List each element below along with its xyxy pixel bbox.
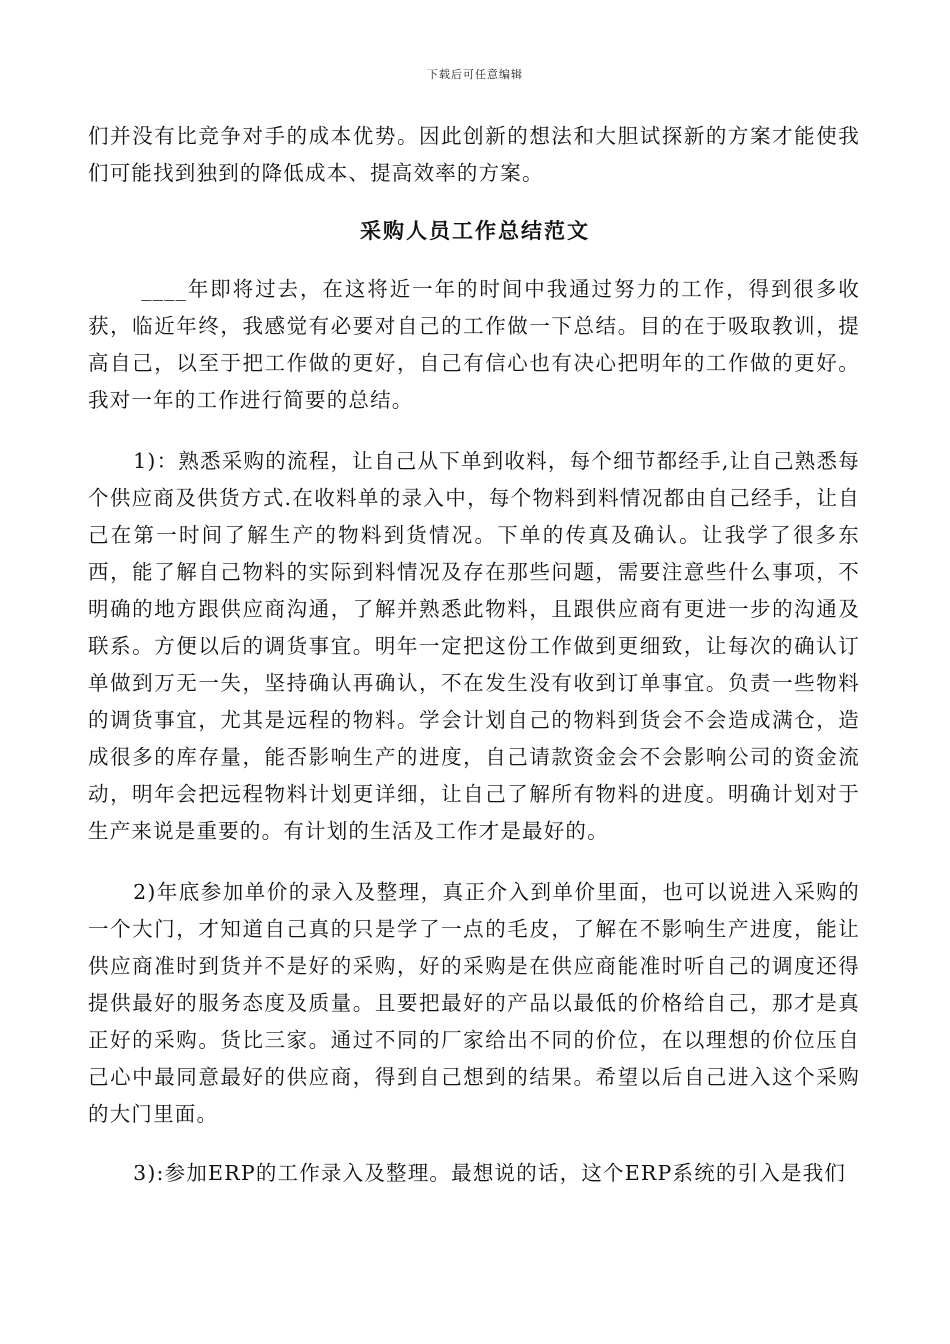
paragraph-opening: ____年即将过去，在这将近一年的时间中我通过努力的工作，得到很多收获，临近年终，我感觉有必要对自己的工作做一下总结。目的在于吸取教训，提高自己，以至于把工作做的更好，自己有信心也有决心把明年的工作做的更好。我对一年的工作进行简要的总结。 <box>88 277 860 412</box>
paragraph-item-2: 2)年底参加单价的录入及整理，真正介入到单价里面，也可以说进入采购的一个大门，才知道自己真的只是学了一点的毛皮，了解在不影响生产进度，能让供应商准时到货并不是好的采购，好的采购是在供应商能准时听自己的调度还得提供最好的服务态度及质量。且要把最好的产品以最低的价格给自己，那才是真正好的采购。货比三家。通过不同的厂家给出不同的价位，在以理想的价位压自己心中最同意最好的供应商，得到自己想到的结果。希望以后自己进入这个采购的大门里面。 <box>88 880 860 1126</box>
paragraph-item-3: 3):参加ERP的工作录入及整理。最想说的话，这个ERP系统的引入是我们 <box>133 1161 847 1185</box>
intro-paragraph: 们并没有比竞争对手的成本优势。因此创新的想法和大胆试探新的方案才能使我们可能找到独到的降低成本、提高效率的方案。 <box>88 124 860 185</box>
paragraph-item-1: 1)：熟悉采购的流程，让自己从下单到收料，每个细节都经手,让自己熟悉每个供应商及供货方式.在收料单的录入中，每个物料到料情况都由自己经手，让自己在第一时间了解生产的物料到货情况。下单的传真及确认。让我学了很多东西，能了解自己物料的实际到料情况及存在那些问题，需要注意些什么事项，不明确的地方跟供应商沟通，了解并熟悉此物料，且跟供应商有更进一步的沟通及联系。方便以后的调货事宜。明年一定把这份工作做到更细致，让每次的确认订单做到万无一失，坚持确认再确认，不在发生没有收到订单事宜。负责一些物料的调货事宜，尤其是远程的物料。学会计划自己的物料到货会不会造成满仓，造成很多的库存量，能否影响生产的进度，自己请款资金会不会影响公司的资金流动，明年会把远程物料计划更详细，让自己了解所有物料的进度。明确计划对于生产来说是重要的。有计划的生活及工作才是最好的。 <box>88 449 860 843</box>
document-title: 采购人员工作总结范文 <box>360 218 590 243</box>
header-note: 下载后可任意编辑 <box>427 68 523 81</box>
